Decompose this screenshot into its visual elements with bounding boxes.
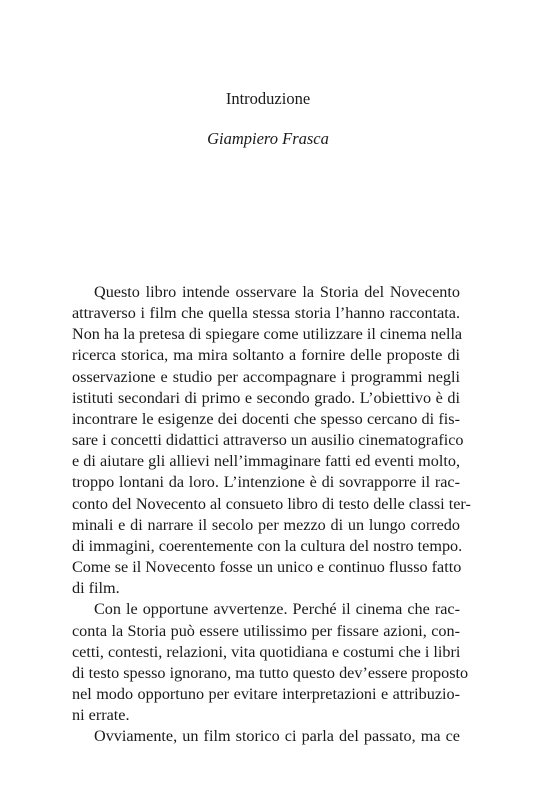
- text-line: istituti secondari di primo e secondo grado. L’obiettivo è di: [72, 388, 460, 407]
- chapter-title: Introduzione: [225, 89, 311, 108]
- text-line: Questo libro intende osservare la Storia del Novecento: [94, 283, 460, 301]
- text-line: minali e di narrare il secolo per mezzo di un lungo corredo: [72, 515, 460, 534]
- text-line: ni errate.: [72, 706, 130, 725]
- text-line: attraverso i film che quella stessa storia l’hanno raccontata.: [72, 304, 460, 323]
- chapter-body: [72, 282, 471, 747]
- text-line: conto del Novecento al consueto libro di testo delle classi ter-: [72, 494, 471, 513]
- paragraph-3: [72, 726, 460, 747]
- text-line: osservazione e studio per accompagnare i programmi negli: [72, 367, 460, 386]
- text-line: nel modo opportuno per evitare interpretazioni e attribuzio-: [72, 684, 460, 703]
- text-line: Non ha la pretesa di spiegare come utilizzare il cinema nella: [72, 325, 463, 344]
- text-line: di film.: [72, 579, 120, 598]
- text-line: sare i concetti didattici attraverso un ausilio cinematografico: [72, 431, 464, 450]
- text-line: Ovviamente, un film storico ci parla del passato, ma ce: [94, 727, 460, 746]
- paragraph-1: [72, 282, 471, 599]
- text-line: di testo spesso ignorano, ma tutto questo dev’essere proposto: [72, 663, 469, 682]
- text-line: di immagini, coerentemente con la cultura del nostro tempo.: [72, 536, 463, 555]
- text-line: incontrare le esigenze dei docenti che spesso cercano di fis-: [72, 409, 460, 428]
- text-line: conta la Storia può essere utilissimo per fissare azioni, con-: [72, 621, 460, 640]
- text-line: e di aiutare gli allievi nell’immaginare fatti ed eventi molto,: [72, 452, 460, 471]
- text-line: ricerca storica, ma mira soltanto a fornire delle proposte di: [72, 346, 460, 365]
- text-line: Con le opportune avvertenze. Perché il cinema che rac-: [94, 600, 460, 619]
- paragraph-2: [72, 599, 469, 726]
- chapter-author: Giampiero Frasca: [207, 129, 329, 148]
- text-line: Come se il Novecento fosse un unico e continuo flusso fatto: [72, 558, 462, 577]
- text-line: troppo lontani da loro. L’intenzione è di sovrapporre il rac-: [72, 473, 460, 492]
- text-line: cetti, contesti, relazioni, vita quotidiana e costumi che i libri: [72, 642, 461, 661]
